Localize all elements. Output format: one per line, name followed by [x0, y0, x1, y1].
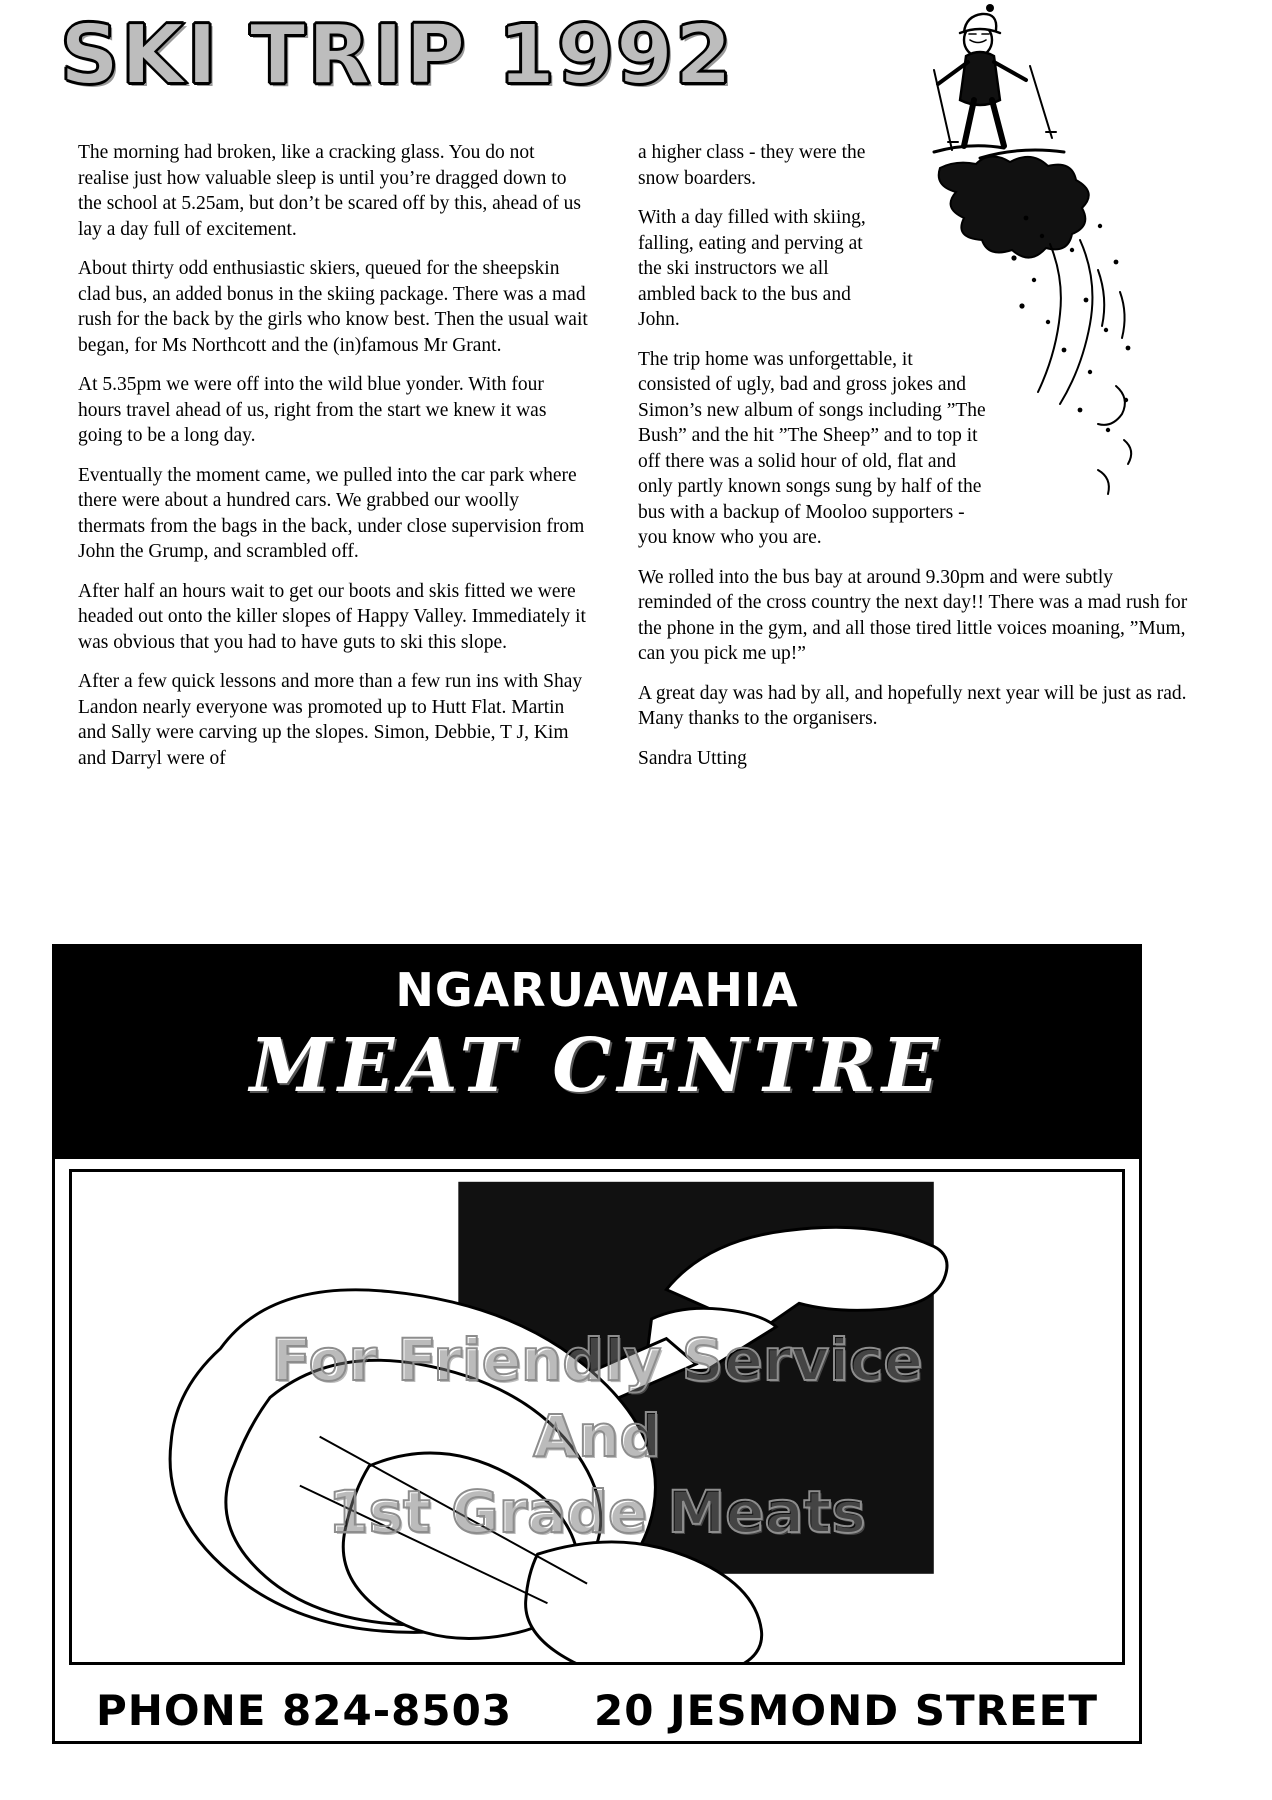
- paragraph: Eventually the moment came, we pulled into the car park where there were about a hundred cars. We grabbed our woolly thermats from the bags in the back, under close supervision from John the Grump, and scrambled off.: [78, 464, 585, 562]
- ad-footer: [55, 1686, 1139, 1735]
- article-column-left: [78, 140, 588, 785]
- article-column-right: [638, 140, 1188, 771]
- ad-town-name: NGARUAWAHIA: [395, 963, 799, 1017]
- paragraph: The morning had broken, like a cracking glass. You do not realise just how valuable sleep is until you’re dragged down to the school at 5.25am, but don’t be scared off by this, ahead of us lay a day full of excitement.: [78, 142, 581, 240]
- ad-business-name: MEAT CENTRE: [249, 1023, 945, 1109]
- paragraph: The trip home was unforgettable, it consisted of ugly, bad and gross jokes and Simon’s new album of songs including ”The Bush” and the hit ”The Sheep” and to top it off there was a solid hour of old, flat and only partly known songs sung by half of the bus with a backup of Mooloo supporters - you know who you are.: [638, 348, 986, 548]
- ad-address: 20 JESMOND STREET: [593, 1686, 1099, 1735]
- paragraph: At 5.35pm we were off into the wild blue yonder. With four hours travel ahead of us, right from the start we knew it was going to be a long day.: [78, 374, 547, 446]
- paragraph: A great day was had by all, and hopefully next year will be just as rad. Many thanks to the organisers.: [638, 682, 1187, 729]
- paragraph: a higher class - they were the snow boarders.: [638, 142, 866, 189]
- paragraph: With a day filled with skiing, falling, eating and perving at the ski instructors we all ambled back to the bus and John.: [638, 207, 866, 330]
- paragraph: After a few quick lessons and more than a few run ins with Shay Landon nearly everyone was promoted up to Hutt Flat. Martin and Sally were carving up the slopes. Simon, Debbie, T J, Kim and Darryl were of: [78, 671, 583, 769]
- page-title: SKI TRIP 1992: [60, 8, 735, 103]
- ad-body: [69, 1169, 1125, 1665]
- paragraph: About thirty odd enthusiastic skiers, queued for the sheepskin clad bus, an added bonus in the skiing package. There was a mad rush for the back by the girls who know best. Then the usual wait began, for Ms Northcott and the (in)famous Mr Grant.: [78, 258, 588, 356]
- ad-header: [55, 947, 1139, 1159]
- paragraph: We rolled into the bus bay at around 9.30pm and were subtly reminded of the cross country the next day!! There was a mad rush for the phone in the gym, and all those tired little voices moaning, ”Mum, can you pick me up!”: [638, 566, 1188, 664]
- paragraph: After half an hours wait to get our boots and skis fitted we were headed out onto the killer slopes of Happy Valley. Immediately it was obvious that you had to have guts to ski this slope.: [78, 580, 586, 653]
- advertisement: [52, 944, 1142, 1744]
- meat-illustration: [72, 1172, 1122, 1662]
- article-byline: Sandra Utting: [638, 747, 747, 769]
- ad-phone: PHONE 824-8503: [95, 1686, 513, 1735]
